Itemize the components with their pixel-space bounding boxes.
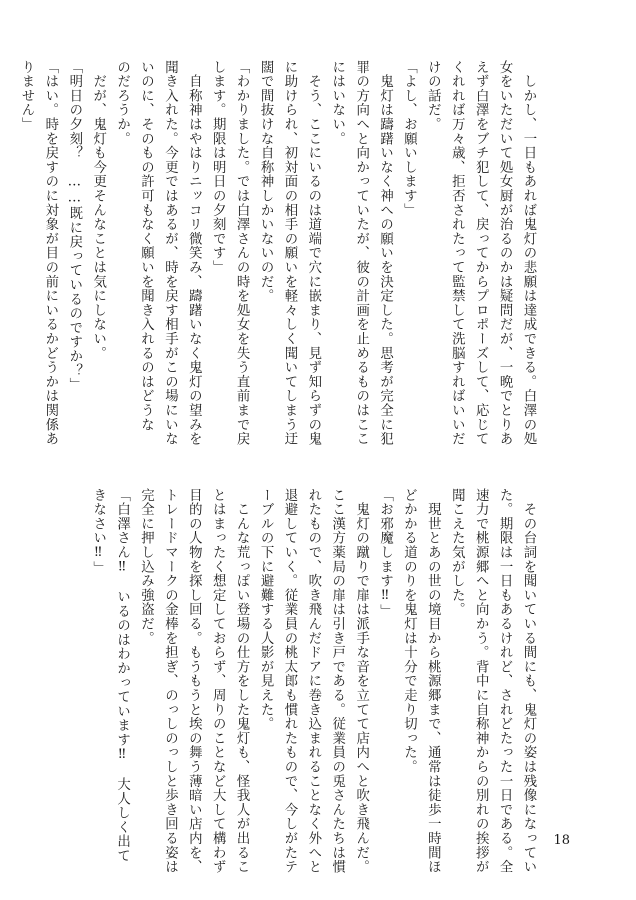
text-line: します。期限は明日の夕刻です」 <box>210 60 226 275</box>
text-line: そう、ここにいるのは道端で穴に嵌まり、見ず知らずの鬼 <box>305 60 321 447</box>
text-line: こんな荒っぽい登場の仕方をした鬼灯も、怪我人が出るこ <box>234 488 250 875</box>
text-line: トレードマークの金棒を担ぎ、のっしのっしと歩き回る姿は <box>162 488 178 875</box>
text-line: 鬼灯の蹴りで扉は派手な音を立てて店内へと吹き飛んだ。 <box>353 488 369 875</box>
text-line: 「白澤さん‼ いるのはわかっています‼ 大人しく出て <box>114 488 130 863</box>
text-line: にはいない。 <box>329 60 345 146</box>
text-line: 闊で間抜けな自称神しかいないのだ。 <box>258 60 274 304</box>
text-line: ここ漢方薬局の扉は引き戸である。従業員の兎さんたちは慣 <box>329 488 345 875</box>
text-line: りません」 <box>18 60 34 132</box>
text-line: 「明日の夕刻？ ……既に戻っているのですか？」 <box>66 60 82 393</box>
text-line: のだろうか。 <box>114 60 130 146</box>
text-line: 目的の人物を探し回る。もうもうと埃の舞う薄暗い店内を、 <box>186 488 202 875</box>
text-line: 鬼灯は躊躇いなく神への願いを決定した。思考が完全に犯 <box>377 60 393 447</box>
text-line: 速力で桃源郷へと向かう。背中に自称神からの別れの挨拶が <box>473 488 489 875</box>
text-line: 聞こえた気がした。 <box>449 488 465 617</box>
text-line: けの話だ。 <box>425 60 441 132</box>
text-line: きなさい‼」 <box>90 488 106 576</box>
text-line: くれれば万々歳、拒否されたって監禁して洗脳すればいいだ <box>449 60 465 447</box>
text-line: 「わかりました。では白澤さんの時を処女を失う直前まで戻 <box>234 60 250 447</box>
text-line: 女をいただいて処女厨が治るのかは疑問だが、一晩でとりあ <box>497 60 513 447</box>
text-line: 自称神はやはりニッコリ微笑み、躊躇いなく鬼灯の望みを <box>186 60 202 447</box>
text-line: 退避していく。従業員の桃太郎も慣れたもので、今しがたテ <box>281 488 297 875</box>
text-line: れたもので、吹き飛んだドアに巻き込まれることなく外へと <box>305 488 321 875</box>
text-line: 「よし、お願いします」 <box>401 60 417 218</box>
text-line: 聞き入れた。今更ではあるが、時を戻す相手がこの場にいな <box>162 60 178 447</box>
text-line: 「お邪魔します‼」 <box>377 488 393 619</box>
text-line: に助けられ、初対面の相手の願いを軽々しく聞いてしまう迂 <box>281 60 297 447</box>
text-line: しかし、一日もあれば鬼灯の悲願は達成できる。白澤の処 <box>521 60 536 447</box>
text-line: 「はい。時を戻すのに対象が目の前にいるかどうかは関係あ <box>42 60 58 447</box>
text-line: 完全に押し込み強盗だ。 <box>138 488 154 646</box>
text-line: ーブルの下に避難する人影が見えた。 <box>258 488 274 732</box>
text-line: いのに、そのもの許可もなく願いを聞き入れるのはどうな <box>138 60 154 432</box>
text-line: とはまったく想定しておらず、周りのことなど大して構わず <box>210 488 226 875</box>
text-line: 現世とあの世の境目から桃源郷まで、通常は徒歩一時間ほ <box>425 488 441 875</box>
text-line: その台詞を聞いている間にも、鬼灯の姿は残像になってい <box>521 488 536 875</box>
text-line: どかかる道のりを鬼灯は十分で走り切った。 <box>401 488 417 774</box>
text-line: 罪の方向へと向かっていたが、彼の計画を止めるものはここ <box>353 60 369 447</box>
page-number: 18 <box>553 833 570 848</box>
text-line: えず白澤をブチ犯して、戻ってからプロポーズして、応じて <box>473 60 489 447</box>
text-line: た。期限は一日もあるけれど、されどたった一日である。全 <box>497 488 513 875</box>
upper-text-block <box>18 60 540 447</box>
lower-text-block <box>90 488 540 875</box>
text-line: だが、鬼灯も今更そんなことは気にしない。 <box>90 60 106 361</box>
